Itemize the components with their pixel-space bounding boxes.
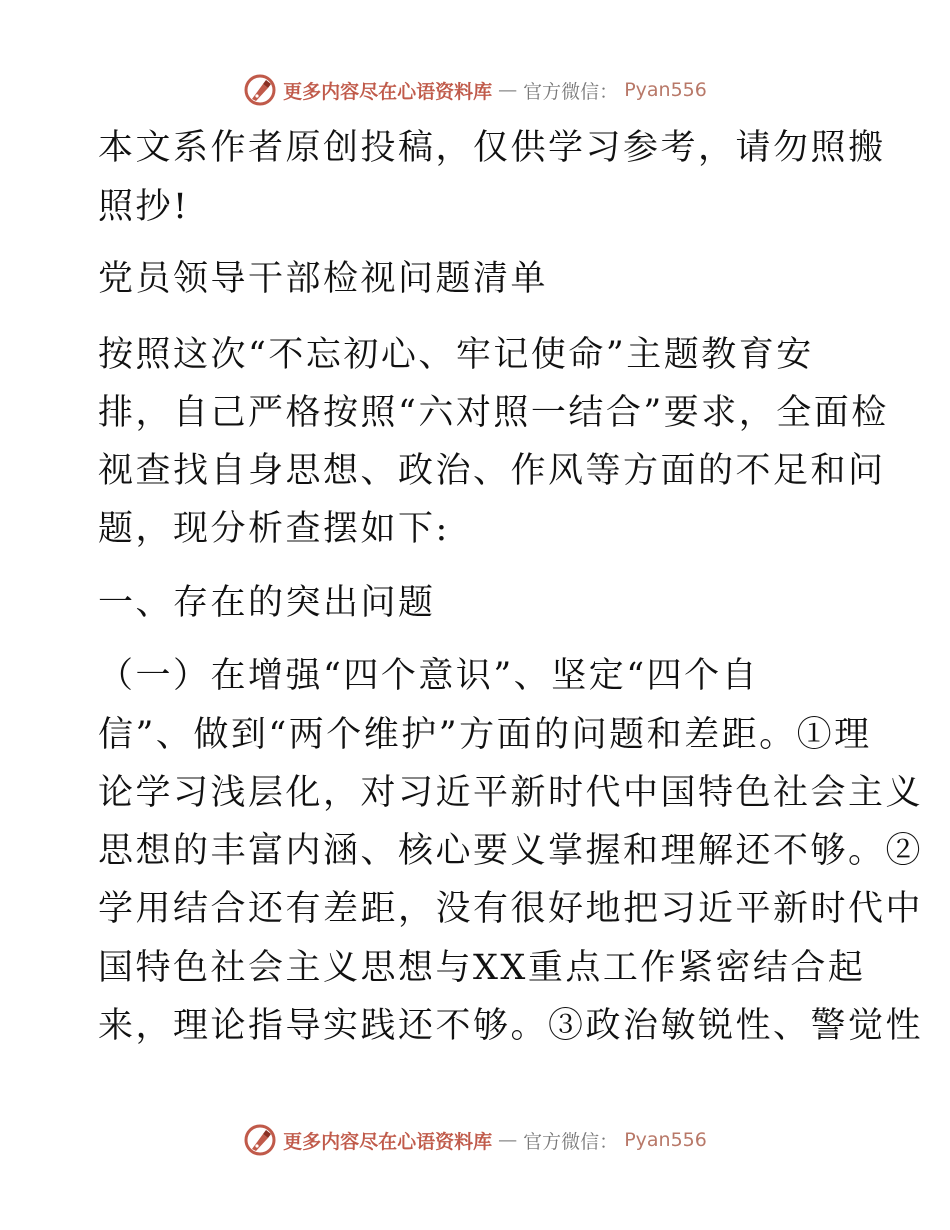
section-heading: 一、存在的突出问题 <box>98 583 436 623</box>
watermark-separator: — <box>498 79 518 101</box>
footer-watermark <box>0 1120 950 1160</box>
paragraph-line-7: 来，理论指导实践还不够。③政治敏锐性、警觉性 <box>98 1006 924 1046</box>
paragraph-line-5: 学用结合还有差距，没有很好地把习近平新时代中 <box>98 889 924 929</box>
document-title: 党员领导干部检视问题清单 <box>98 259 549 299</box>
intro-line-3: 视查找自身思想、政治、作风等方面的不足和问 <box>98 451 886 491</box>
intro-line-4: 题，现分析查摆如下: <box>98 509 450 549</box>
paragraph-line-1: （一）在增强“四个意识”、坚定“四个自 <box>98 656 760 696</box>
watermark-brand: 更多内容尽在心语资料库 <box>283 1130 493 1153</box>
watermark-official-label: 官方微信： <box>523 1130 619 1153</box>
watermark-brand: 更多内容尽在心语资料库 <box>283 80 493 103</box>
watermark-official-label: 官方微信： <box>523 80 619 103</box>
disclaimer-line-1: 本文系作者原创投稿，仅供学习参考，请勿照搬 <box>98 128 886 168</box>
pen-nib-logo-icon <box>243 1123 277 1157</box>
paragraph-line-4: 思想的丰富内涵、核心要义掌握和理解还不够。② <box>98 831 924 871</box>
paragraph-line-6: 国特色社会主义思想与XX重点工作紧密结合起 <box>98 948 866 988</box>
header-watermark <box>0 70 950 110</box>
intro-line-2: 排，自己严格按照“六对照一结合”要求，全面检 <box>98 393 889 433</box>
intro-line-1: 按照这次“不忘初心、牢记使命”主题教育安 <box>98 335 814 375</box>
paragraph-line-3: 论学习浅层化，对习近平新时代中国特色社会主义 <box>98 773 924 813</box>
paragraph-line-2: 信”、做到“两个维护”方面的问题和差距。①理 <box>98 715 872 755</box>
watermark-wechat-id: Pyan556 <box>624 79 707 101</box>
disclaimer-line-2: 照抄! <box>98 187 190 227</box>
pen-nib-logo-icon <box>243 73 277 107</box>
watermark-separator: — <box>498 1129 518 1151</box>
watermark-wechat-id: Pyan556 <box>624 1129 707 1151</box>
